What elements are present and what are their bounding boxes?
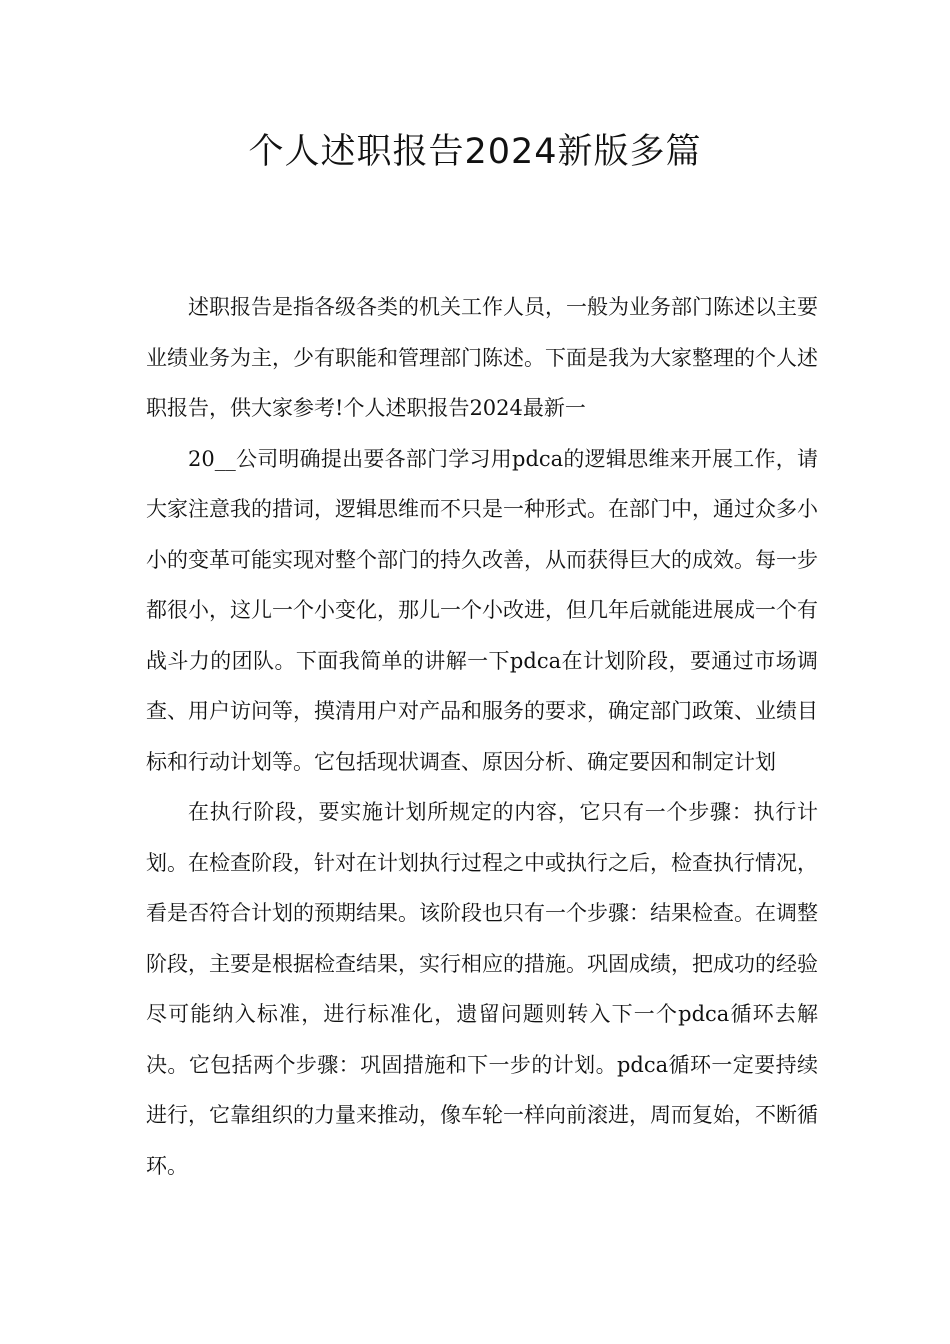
paragraph-pdca-planning: 20__公司明确提出要各部门学习用pdca的逻辑思维来开展工作，请大家注意我的措词，逻辑思维而不只是一种形式。在部门中，通过众多小小的变革可能实现对整个部门的持久改善，从而获得巨大的成效。每一步都很小，这儿一个小变化，那儿一个小改进，但几年后就能进展成一个有战斗力的团队。下面我简单的讲解一下pdca在计划阶段，要通过市场调查、用户访问等，摸清用户对产品和服务的要求，确定部门政策、业绩目标和行动计划等。它包括现状调查、原因分析、确定要因和制定计划 <box>146 446 818 774</box>
paragraph-intro: 述职报告是指各级各类的机关工作人员，一般为业务部门陈述以主要业绩业务为主，少有职能和管理部门陈述。下面是我为大家整理的个人述职报告，供大家参考!个人述职报告2024最新一 <box>146 295 818 420</box>
document-body <box>146 282 818 1191</box>
paragraph-pdca-execution: 在执行阶段，要实施计划所规定的内容，它只有一个步骤：执行计划。在检查阶段，针对在计划执行过程之中或执行之后，检查执行情况，看是否符合计划的预期结果。该阶段也只有一个步骤：结果检查。在调整阶段，主要是根据检查结果，实行相应的措施。巩固成绩，把成功的经验尽可能纳入标准，进行标准化，遗留问题则转入下一个pdca循环去解决。它包括两个步骤：巩固措施和下一步的计划。pdca循环一定要持续进行，它靠组织的力量来推动，像车轮一样向前滚进，周而复始，不断循环。 <box>146 800 818 1178</box>
document-title: 个人述职报告2024新版多篇 <box>248 132 702 172</box>
